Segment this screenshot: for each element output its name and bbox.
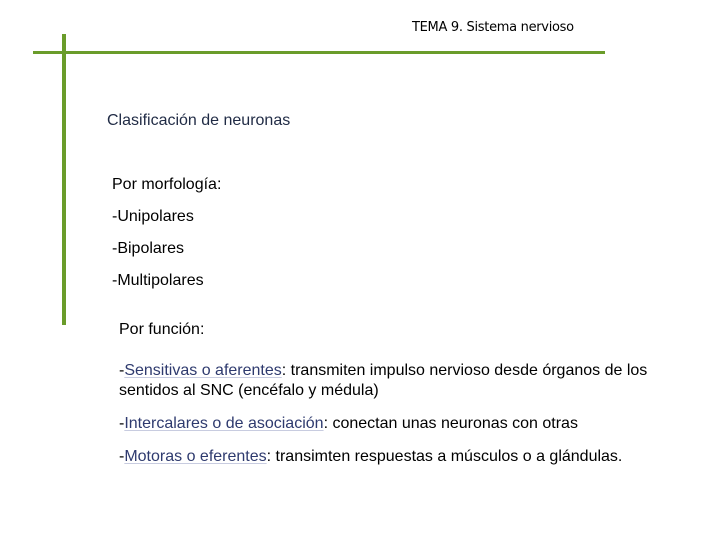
function-item-intercalares [119, 414, 689, 434]
header-title: TEMA 9. Sistema nervioso [412, 20, 574, 35]
morphology-item-bipolares: -Bipolares [112, 240, 185, 257]
accent-rule-vertical [62, 34, 66, 325]
description-intercalares: : conectan unas neuronas con otras [323, 415, 578, 432]
function-item-motoras [119, 447, 689, 467]
morphology-item-multipolares: -Multipolares [112, 272, 204, 289]
term-sensitivas: Sensitivas o aferentes [124, 362, 282, 379]
item-prefix: - [119, 415, 125, 432]
function-section [119, 320, 689, 480]
morphology-heading: Por morfología: [112, 176, 222, 193]
term-motoras: Motoras o eferentes [124, 448, 267, 465]
morphology-section [112, 175, 221, 303]
description-motoras: : transimten respuestas a músculos o a glándulas. [266, 448, 623, 465]
accent-rule-horizontal [33, 51, 605, 54]
function-heading: Por función: [119, 321, 205, 338]
morphology-item-unipolares: -Unipolares [112, 208, 194, 225]
item-prefix: - [119, 362, 125, 379]
description-sensitivas: : transmiten impulso nervioso desde órganos de los sentidos al SNC (encéfalo y médula) [119, 362, 648, 399]
slide-title: Clasificación de neuronas [107, 112, 291, 129]
function-item-sensitivas [119, 361, 689, 401]
item-prefix: - [119, 448, 125, 465]
term-intercalares: Intercalares o de asociación [124, 415, 324, 432]
